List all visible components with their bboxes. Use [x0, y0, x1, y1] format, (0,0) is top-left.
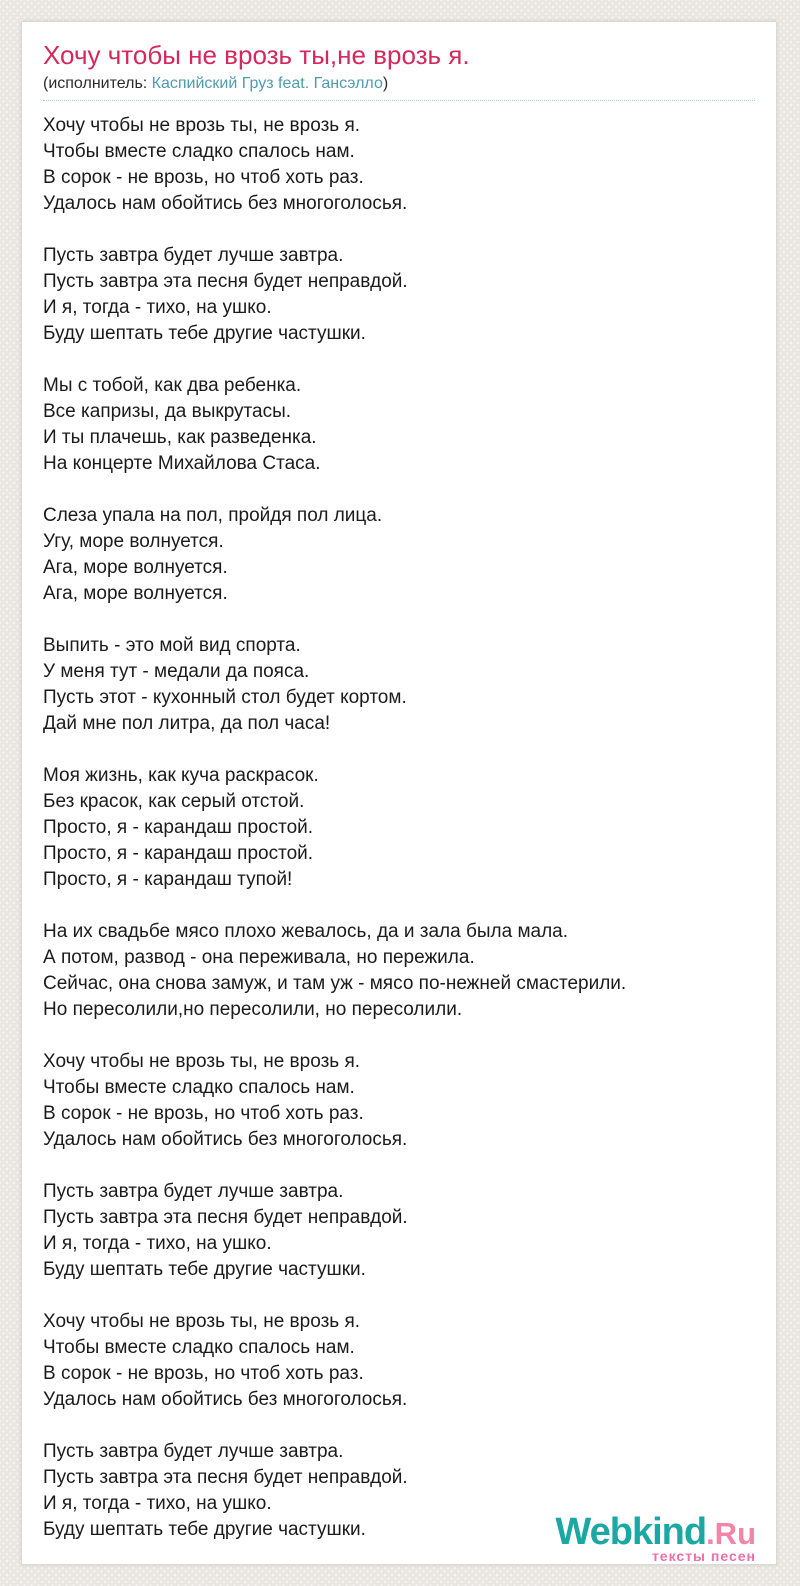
- lyric-line: У меня тут - медали да пояса.: [43, 661, 310, 682]
- lyric-line: Буду шептать тебе другие частушки.: [43, 1519, 366, 1540]
- webkind-logo[interactable]: [555, 1513, 756, 1563]
- lyric-line: В сорок - не врозь, но чтоб хоть раз.: [43, 167, 364, 188]
- lyric-line: Мы с тобой, как два ребенка.: [43, 375, 302, 396]
- artist-line: [43, 73, 755, 94]
- lyric-line: Слеза упала на пол, пройдя пол лица.: [43, 505, 383, 526]
- verse: [43, 373, 755, 477]
- lyric-line: Буду шептать тебе другие частушки.: [43, 1259, 366, 1280]
- lyric-line: Удалось нам обойтись без многоголосья.: [43, 1389, 408, 1410]
- lyric-line: На концерте Михайлова Стаса.: [43, 453, 321, 474]
- lyric-line: И я, тогда - тихо, на ушко.: [43, 1233, 272, 1254]
- verse: [43, 919, 755, 1023]
- verse: [43, 243, 755, 347]
- lyric-line: Буду шептать тебе другие частушки.: [43, 323, 366, 344]
- lyric-line: Но пересолили,но пересолили, но пересолили.: [43, 999, 463, 1020]
- lyric-line: Угу, море волнуется.: [43, 531, 224, 552]
- lyric-line: Ага, море волнуется.: [43, 557, 228, 578]
- lyric-line: Пусть завтра эта песня будет неправдой.: [43, 1467, 408, 1488]
- lyric-line: Пусть завтра будет лучше завтра.: [43, 1181, 344, 1202]
- lyric-line: Все капризы, да выкрутасы.: [43, 401, 292, 422]
- lyric-line: Пусть завтра будет лучше завтра.: [43, 1441, 344, 1462]
- lyric-line: И я, тогда - тихо, на ушко.: [43, 297, 272, 318]
- lyric-line: И ты плачешь, как разведенка.: [43, 427, 317, 448]
- lyric-line: Пусть завтра будет лучше завтра.: [43, 245, 344, 266]
- lyric-line: В сорок - не врозь, но чтоб хоть раз.: [43, 1103, 364, 1124]
- lyric-line: Хочу чтобы не врозь ты, не врозь я.: [43, 1311, 361, 1332]
- lyric-line: Чтобы вместе сладко спалось нам.: [43, 1077, 355, 1098]
- verse: [43, 1309, 755, 1413]
- lyric-line: На их свадьбе мясо плохо жевалось, да и зала была мала.: [43, 921, 569, 942]
- lyric-line: Без красок, как серый отстой.: [43, 791, 305, 812]
- lyric-line: Пусть завтра эта песня будет неправдой.: [43, 271, 408, 292]
- artist-suffix: ): [382, 75, 389, 92]
- verse: [43, 113, 755, 217]
- lyrics: [43, 113, 755, 1543]
- verse: [43, 1049, 755, 1153]
- verse: [43, 633, 755, 737]
- lyric-line: А потом, развод - она переживала, но пережила.: [43, 947, 475, 968]
- lyric-line: Хочу чтобы не врозь ты, не врозь я.: [43, 115, 361, 136]
- logo-webkind-text: Webkind: [555, 1511, 707, 1553]
- lyric-line: Просто, я - карандаш простой.: [43, 817, 314, 838]
- lyric-line: Сейчас, она снова замуж, и там уж - мясо по-нежней смастерили.: [43, 973, 627, 994]
- lyric-line: Дай мне пол литра, да пол часа!: [43, 713, 331, 734]
- verse: [43, 503, 755, 607]
- page-title: Хочу чтобы не врозь ты,не врозь я.: [43, 40, 470, 70]
- song-header: [43, 40, 755, 101]
- verse: [43, 1179, 755, 1283]
- lyric-line: Просто, я - карандаш простой.: [43, 843, 314, 864]
- logo-ru-text: .Ru: [706, 1516, 756, 1551]
- lyric-line: Выпить - это мой вид спорта.: [43, 635, 301, 656]
- lyric-line: Пусть этот - кухонный стол будет кортом.: [43, 687, 407, 708]
- lyric-line: Пусть завтра эта песня будет неправдой.: [43, 1207, 408, 1228]
- lyric-line: Чтобы вместе сладко спалось нам.: [43, 1337, 355, 1358]
- verse: [43, 763, 755, 893]
- artist-link[interactable]: Каспийский Груз feat. Гансэлло: [151, 75, 383, 92]
- lyric-line: Удалось нам обойтись без многоголосья.: [43, 193, 408, 214]
- content-card: [21, 21, 777, 1565]
- logo-tagline: тексты песен: [651, 1548, 756, 1564]
- lyric-line: Чтобы вместе сладко спалось нам.: [43, 141, 355, 162]
- lyric-line: И я, тогда - тихо, на ушко.: [43, 1493, 272, 1514]
- lyric-line: Хочу чтобы не врозь ты, не врозь я.: [43, 1051, 361, 1072]
- lyric-line: Просто, я - карандаш тупой!: [43, 869, 293, 890]
- artist-prefix: (исполнитель:: [43, 75, 152, 92]
- lyric-line: Удалось нам обойтись без многоголосья.: [43, 1129, 408, 1150]
- lyric-line: В сорок - не врозь, но чтоб хоть раз.: [43, 1363, 364, 1384]
- lyric-line: Ага, море волнуется.: [43, 583, 228, 604]
- lyric-line: Моя жизнь, как куча раскрасок.: [43, 765, 319, 786]
